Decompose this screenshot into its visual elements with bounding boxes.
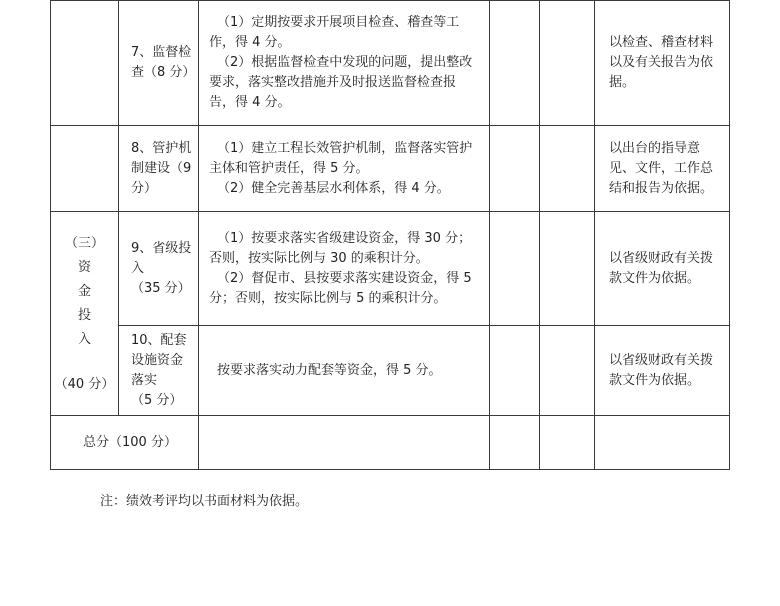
blank-cell xyxy=(199,416,490,470)
item-cell xyxy=(119,126,199,212)
item-line: 7、监督检 xyxy=(131,45,192,60)
blank-cell xyxy=(490,416,540,470)
item-line: 制建设（9 xyxy=(131,160,192,176)
standard-text: 按要求落实动力配套等资金，得 5 分。 xyxy=(217,362,442,378)
item-line: 9、省级投 xyxy=(131,240,192,256)
blank-cell xyxy=(540,1,595,126)
blank-cell xyxy=(595,416,730,470)
standard-text: （1）按要求落实省级建设资金，得 30 分；否则，按实际比例与 30 的乘积计分。 xyxy=(209,230,472,266)
table-row xyxy=(51,212,730,326)
standard-cell xyxy=(199,326,490,416)
standard-cell xyxy=(199,212,490,326)
blank-cell xyxy=(490,1,540,126)
table-row xyxy=(51,326,730,416)
blank-cell xyxy=(490,326,540,416)
item-line: 查（8 分） xyxy=(131,65,196,80)
basis-cell: 以出台的指导意见、文件，工作总结和报告为依据。 xyxy=(595,126,730,212)
item-line: 10、配套 xyxy=(131,332,187,348)
category-char: 投 xyxy=(77,307,91,323)
category-char: 金 xyxy=(77,283,91,299)
basis-cell: 以检查、稽查材料以及有关报告为依据。 xyxy=(595,1,730,126)
table-row xyxy=(51,1,730,126)
category-char: 入 xyxy=(77,331,91,347)
standard-text: （2）健全完善基层水利体系，得 4 分。 xyxy=(217,180,450,196)
standard-cell xyxy=(199,126,490,212)
basis-cell: 以省级财政有关拨款文件为依据。 xyxy=(595,212,730,326)
item-cell xyxy=(119,326,199,416)
item-line: 入 xyxy=(131,260,145,276)
table-row xyxy=(51,126,730,212)
standard-text: （1）建立工程长效管护机制，监督落实管护主体和管护责任，得 5 分。 xyxy=(209,140,473,176)
standard-cell xyxy=(199,1,490,126)
standard-text: （2）督促市、县按要求落实建设资金，得 5 分；否则，按实际比例与 5 的乘积计分。 xyxy=(209,270,472,306)
category-label: （三） xyxy=(64,235,104,251)
blank-cell xyxy=(490,126,540,212)
blank-cell xyxy=(540,416,595,470)
category-score: （40 分） xyxy=(54,376,115,392)
standard-text: （1）定期按要求开展项目检查、稽查等工作，得 4 分。 xyxy=(209,15,460,50)
item-line: 落实 xyxy=(131,372,158,388)
item-line: （5 分） xyxy=(131,392,183,408)
blank-cell xyxy=(540,126,595,212)
item-line: （35 分） xyxy=(131,280,191,296)
basis-cell: 以省级财政有关拨款文件为依据。 xyxy=(595,326,730,416)
item-cell xyxy=(119,212,199,326)
blank-cell xyxy=(540,326,595,416)
category-cell-empty xyxy=(51,126,119,212)
category-cell-empty xyxy=(51,1,119,126)
item-cell xyxy=(119,1,199,126)
standard-text: （2）根据监督检查中发现的问题，提出整改要求，落实整改措施并及时报送监督检查报告，得 4 分。 xyxy=(209,55,473,110)
total-label: 总分（100 分） xyxy=(51,416,199,470)
category-cell xyxy=(51,212,119,416)
table-row-total xyxy=(51,416,730,470)
blank-cell xyxy=(540,212,595,326)
item-line: 8、管护机 xyxy=(131,140,192,156)
footnote: 注：绩效考评均以书面材料为依据。 xyxy=(100,494,309,509)
evaluation-table xyxy=(50,0,730,470)
blank-cell xyxy=(490,212,540,326)
category-char: 资 xyxy=(77,259,91,275)
item-line: 分） xyxy=(131,180,158,196)
item-line: 设施资金 xyxy=(131,352,184,368)
